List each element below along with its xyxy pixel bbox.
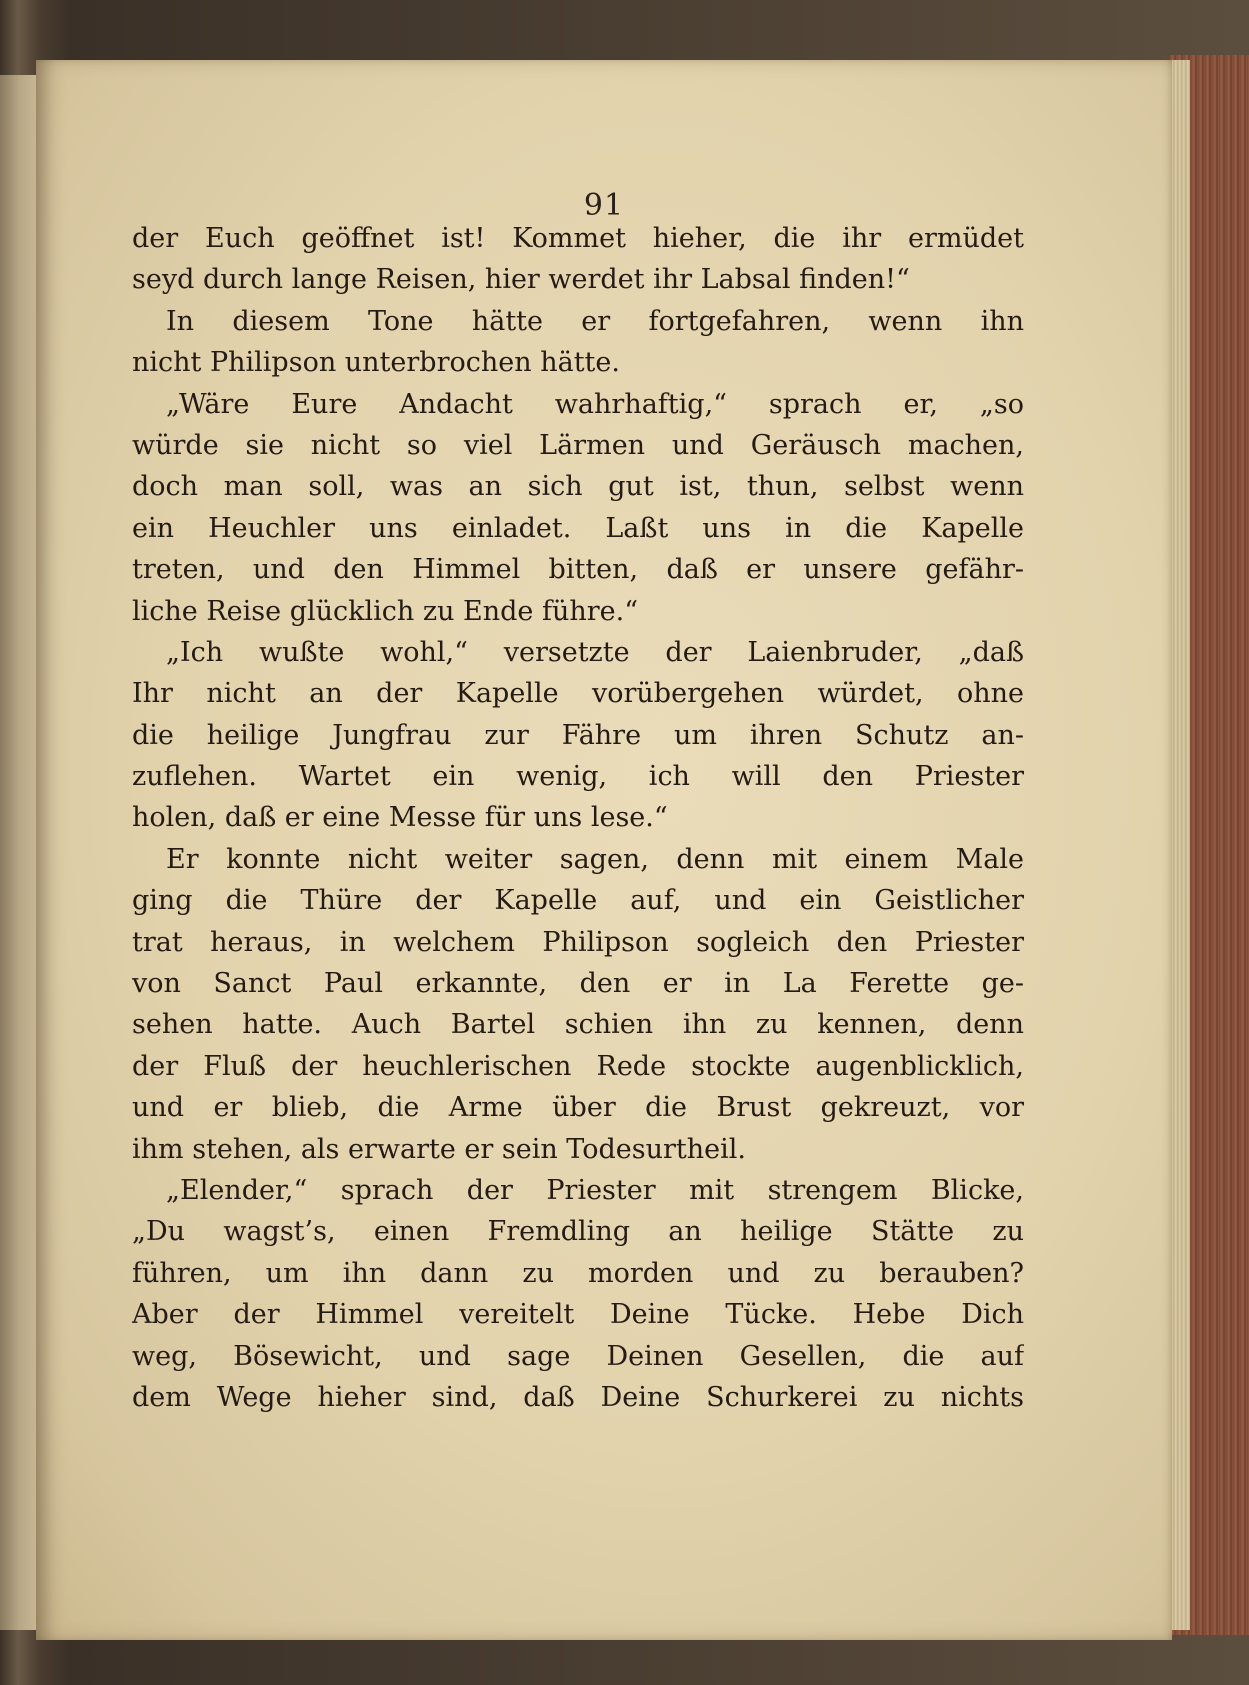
text-line: würde sie nicht so viel Lärmen und Geräusch machen, [132,429,1024,461]
text-line: ein Heuchler uns einladet. Laßt uns in die Kapelle [132,512,1024,544]
text-line: treten, und den Himmel bitten, daß er unsere gefähr- [132,554,1024,586]
text-line: der Euch geöffnet ist! Kommet hieher, die ihr ermüdet [132,223,1024,254]
text-line: führen, um ihn dann zu morden und zu berauben? [132,1257,1024,1289]
text-line: der Fluß der heuchlerischen Rede stockte augenblicklich, [132,1050,1024,1082]
text-line: ihm stehen, als erwarte er sein Todesurtheil. [132,1133,746,1165]
text-line: und er blieb, die Arme über die Brust gekreuzt, vor [132,1092,1024,1124]
text-line: weg, Bösewicht, und sage Deinen Gesellen, die auf [132,1340,1024,1372]
text-line: In diesem Tone hätte er fortgefahren, wenn ihn [166,305,1024,337]
text-line: Aber der Himmel vereitelt Deine Tücke. Hebe Dich [132,1299,1024,1331]
page-number: 91 [583,188,625,223]
text-line: „Ich wußte wohl,“ versetzte der Laienbruder, „daß [166,636,1024,668]
text-line: holen, daß er eine Messe für uns lese.“ [132,802,668,834]
text-line: doch man soll, was an sich gut ist, thun, selbst wenn [132,471,1024,503]
text-line: die heilige Jungfrau zur Fähre um ihren Schutz an- [132,719,1024,751]
text-line: zuflehen. Wartet ein wenig, ich will den Priester [132,761,1024,793]
text-line: „Wäre Eure Andacht wahrhaftig,“ sprach er, „so [166,388,1024,420]
text-line: liche Reise glücklich zu Ende führe.“ [132,595,639,627]
text-line: „Elender,“ sprach der Priester mit strengem Blicke, [166,1174,1024,1206]
text-line: ging die Thüre der Kapelle auf, und ein Geistlicher [132,885,1024,917]
page-text-block [132,218,1024,1418]
text-line: Ihr nicht an der Kapelle vorübergehen würdet, ohne [132,678,1024,710]
text-line: seyd durch lange Reisen, hier werdet ihr Labsal finden!“ [132,264,910,296]
text-line: trat heraus, in welchem Philipson sogleich den Priester [132,926,1024,958]
text-line: Er konnte nicht weiter sagen, denn mit einem Male [166,843,1024,875]
text-line: „Du wagst’s, einen Fremdling an heilige Stätte zu [132,1216,1024,1248]
text-line: sehen hatte. Auch Bartel schien ihn zu kennen, denn [132,1009,1024,1041]
book-page [36,60,1172,1640]
text-line: dem Wege hieher sind, daß Deine Schurkerei zu nichts [132,1381,1024,1413]
text-line: von Sanct Paul erkannte, den er in La Ferette ge- [132,968,1024,1000]
facing-page-edge [0,75,40,1630]
text-line: nicht Philipson unterbrochen hätte. [132,347,620,379]
